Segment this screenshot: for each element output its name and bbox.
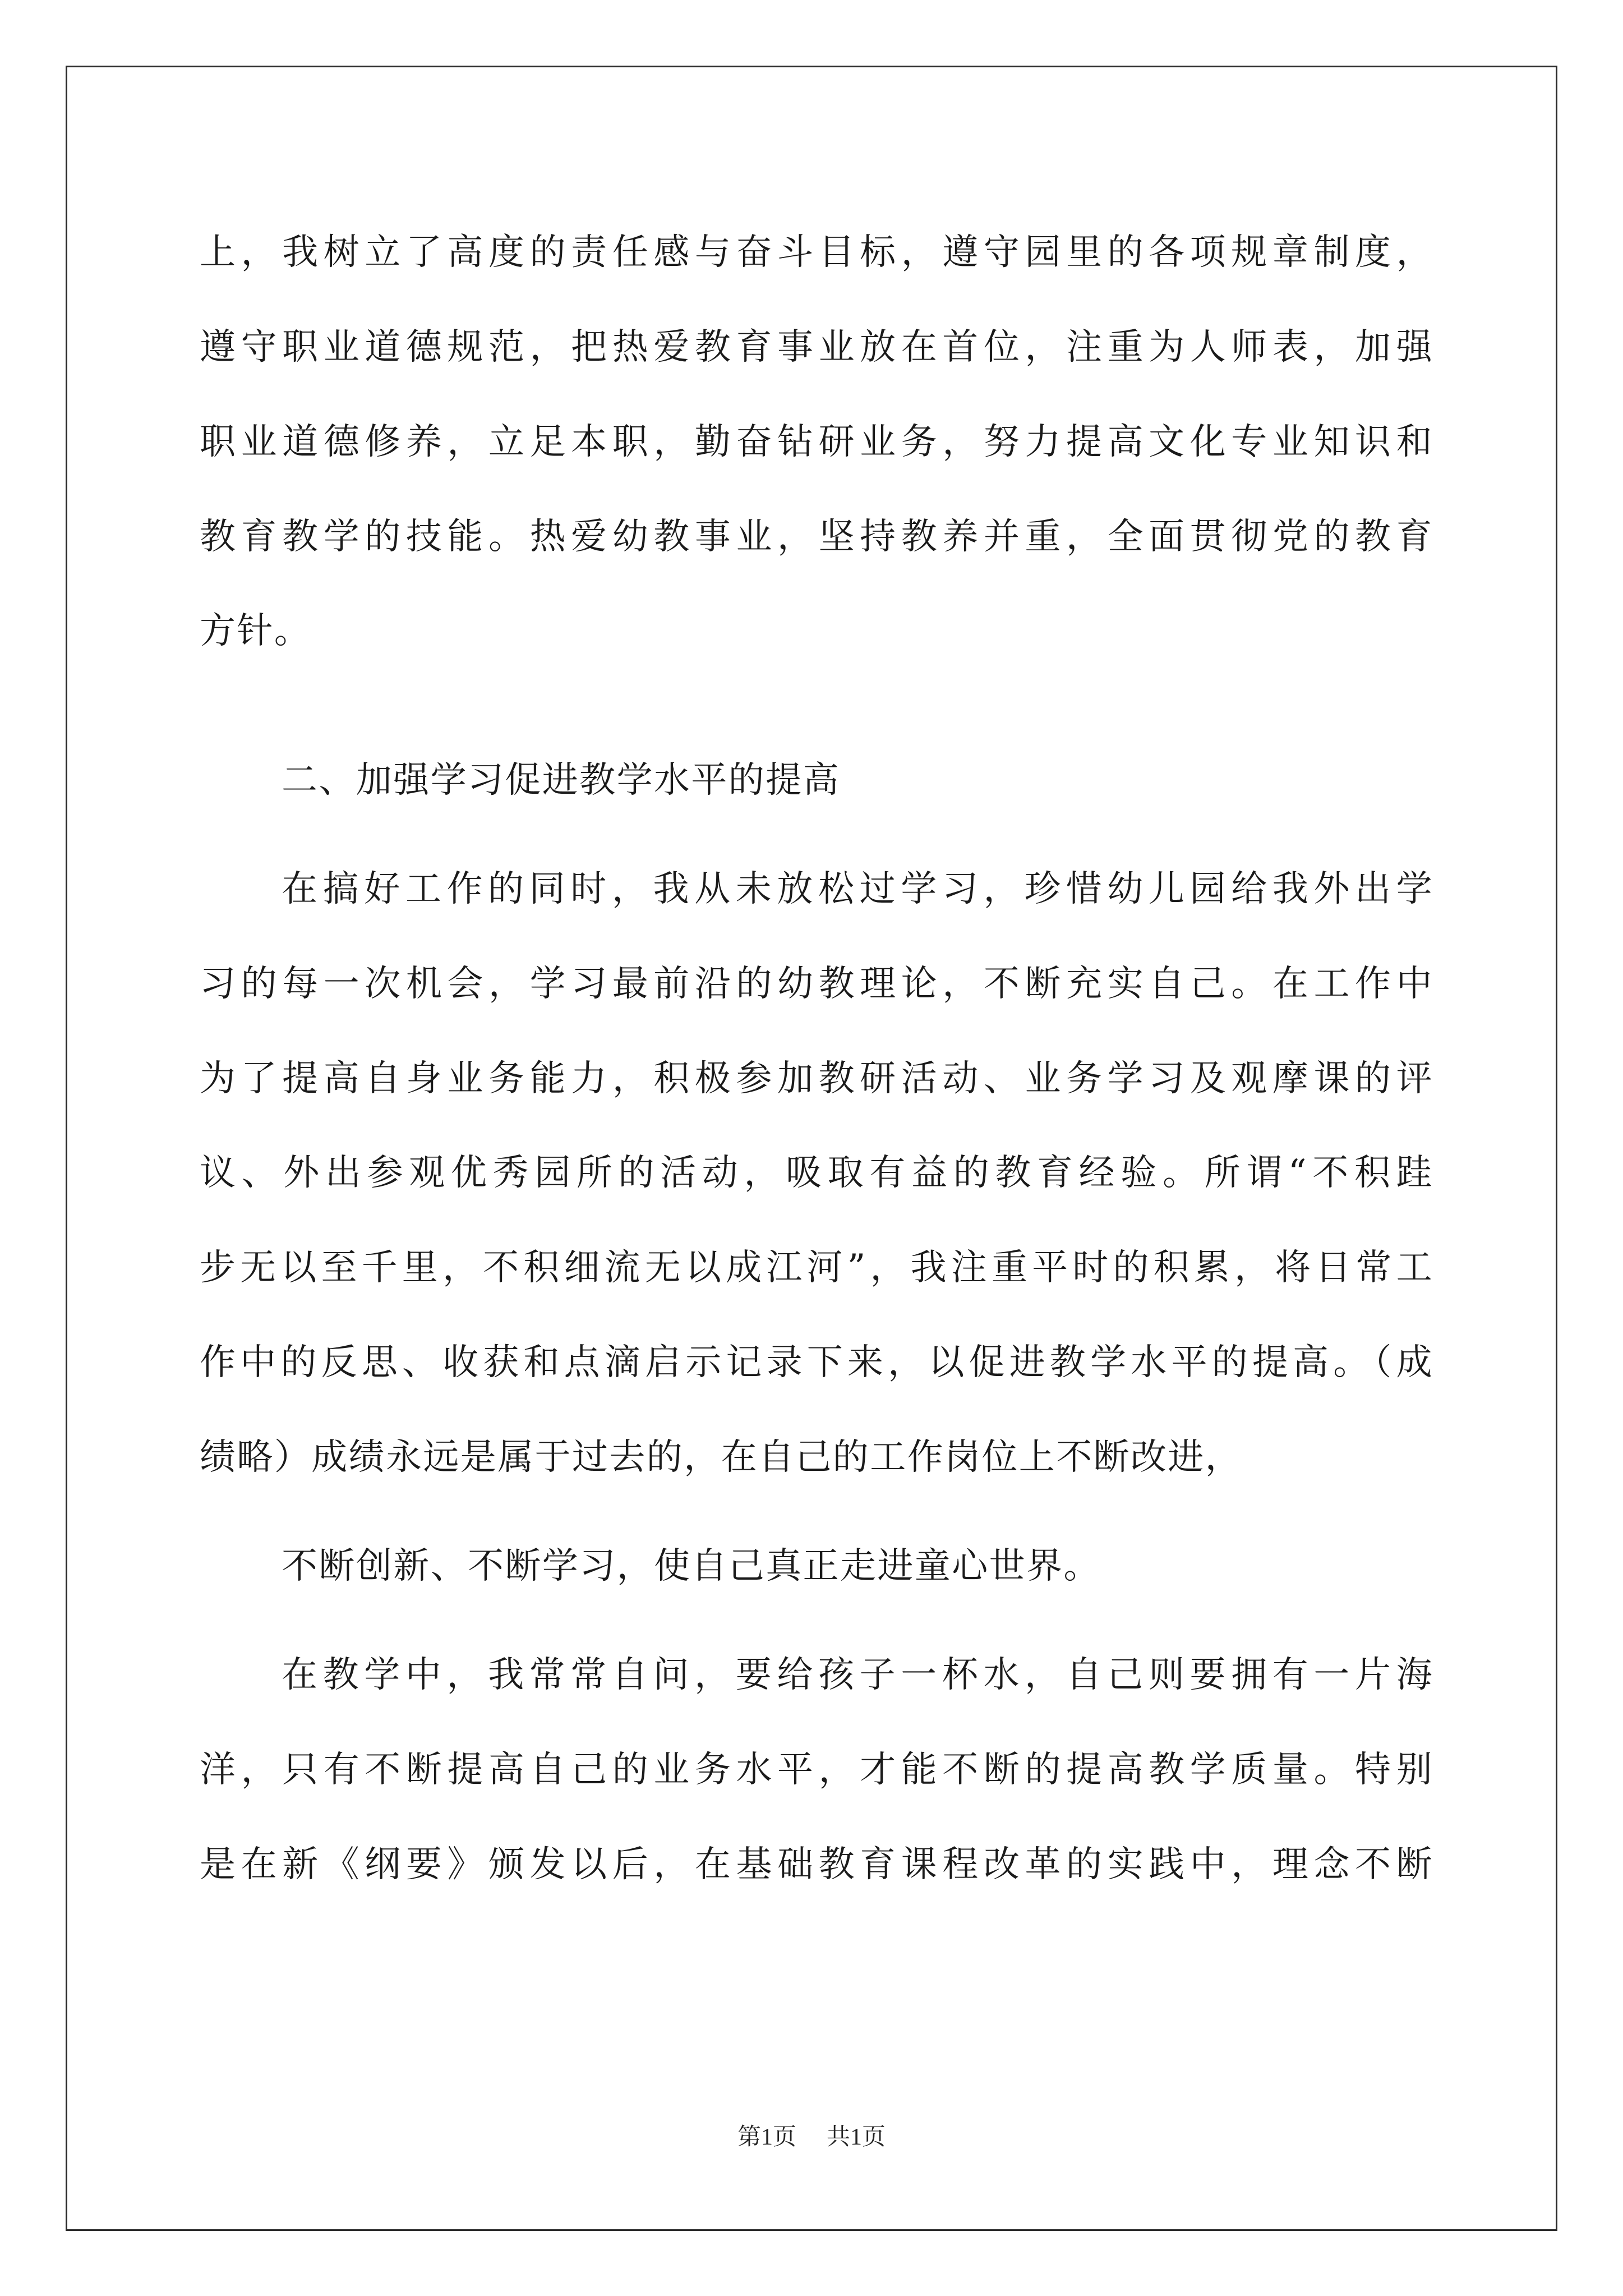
- page-total: 共1页: [827, 2124, 886, 2150]
- paragraph-line: 遵守职业道德规范，把热爱教育事业放在首位，注重为人师表，加强: [200, 326, 1433, 368]
- paragraph-line: 上，我树立了高度的责任感与奋斗目标，遵守园里的各项规章制度，: [200, 232, 1433, 273]
- paragraph-line: 洋，只有不断提高自己的业务水平，才能不断的提高教学质量。特别: [200, 1749, 1433, 1791]
- page-footer: [0, 2122, 1623, 2153]
- paragraph-line: 教育教学的技能。热爱幼教事业，坚持教养并重，全面贯彻党的教育: [200, 516, 1433, 558]
- paragraph-line: 议、外出参观优秀园所的活动，吸取有益的教育经验。所谓“不积跬: [200, 1152, 1433, 1194]
- page-border: [66, 66, 1557, 2231]
- paragraph-line: 职业道德修养，立足本职，勤奋钻研业务，努力提高文化专业知识和: [200, 421, 1433, 463]
- paragraph-line: 方针。: [200, 610, 312, 652]
- paragraph-line: 在搞好工作的同时，我从未放松过学习，珍惜幼儿园给我外出学: [282, 868, 1433, 910]
- section-heading: 二、加强学习促进教学水平的提高: [282, 760, 840, 801]
- paragraph-line: 作中的反思、收获和点滴启示记录下来，以促进教学水平的提高。（成: [200, 1342, 1433, 1383]
- paragraph-line: 步无以至千里，不积细流无以成江河”，我注重平时的积累，将日常工: [200, 1247, 1433, 1289]
- page-number: 第1页: [737, 2124, 796, 2150]
- paragraph-line: 不断创新、不断学习，使自己真正走进童心世界。: [282, 1545, 1101, 1587]
- paragraph-line: 绩略）成绩永远是属于过去的，在自己的工作岗位上不断改进，: [200, 1437, 1243, 1478]
- paragraph-line: 习的每一次机会，学习最前沿的幼教理论，不断充实自己。在工作中: [200, 963, 1433, 1005]
- paragraph-line: 为了提高自身业务能力，积极参加教研活动、业务学习及观摩课的评: [200, 1058, 1433, 1099]
- paragraph-line: 是在新《纲要》颁发以后，在基础教育课程改革的实践中，理念不断: [200, 1844, 1433, 1885]
- paragraph-line: 在教学中，我常常自问，要给孩子一杯水，自己则要拥有一片海: [282, 1654, 1433, 1696]
